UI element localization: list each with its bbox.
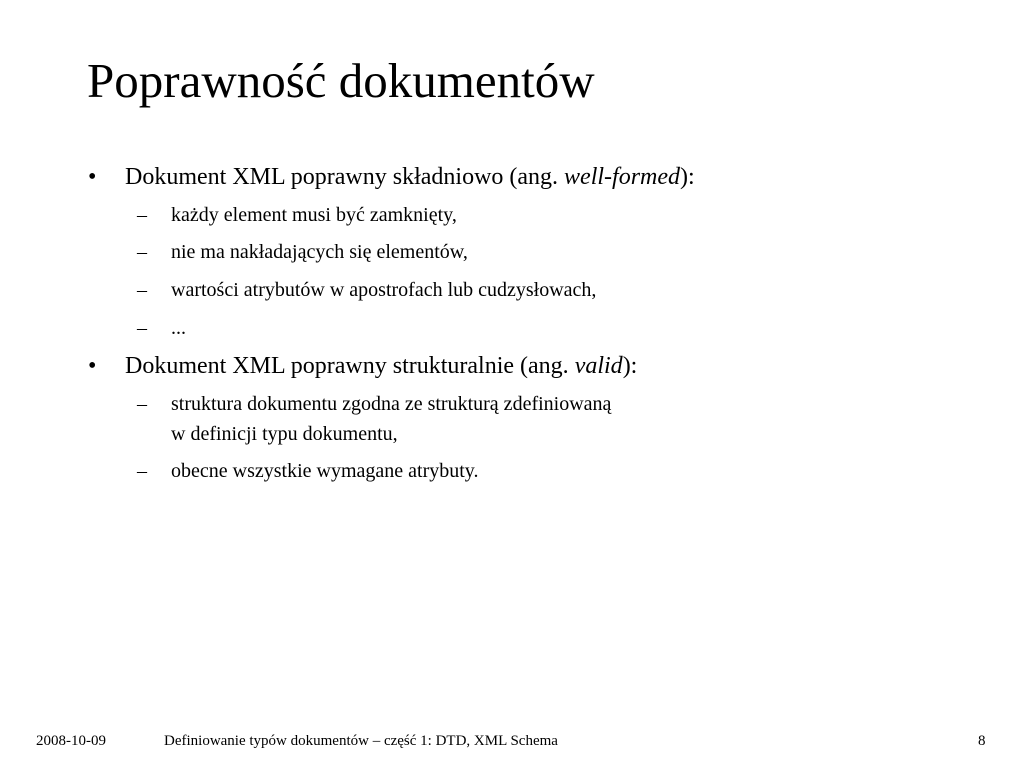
- dash-marker: –: [137, 393, 147, 415]
- bullet-marker: •: [88, 353, 97, 379]
- bullet-text: Dokument XML poprawny strukturalnie (ang. valid):: [125, 353, 638, 379]
- sub-item-text: obecne wszystkie wymagane atrybuty.: [171, 460, 479, 482]
- sub-item-text: każdy element musi być zamknięty,: [171, 204, 457, 226]
- dash-marker: –: [137, 241, 147, 263]
- bullet-text: Dokument XML poprawny składniowo (ang. well-formed):: [125, 164, 695, 190]
- dash-marker: –: [137, 279, 147, 301]
- footer-date: 2008-10-09: [36, 733, 106, 749]
- emphasis-term: well-formed: [564, 164, 681, 190]
- sub-item-text: nie ma nakładających się elementów,: [171, 241, 468, 263]
- sub-item-text: w definicji typu dokumentu,: [171, 423, 398, 445]
- sub-item-text: wartości atrybutów w apostrofach lub cudzysłowach,: [171, 279, 597, 301]
- dash-marker: –: [137, 204, 147, 226]
- bullet-marker: •: [88, 164, 97, 190]
- slide-title: Poprawność dokumentów: [87, 53, 595, 108]
- footer-page-number: 8: [978, 733, 986, 749]
- sub-item-text: ...: [171, 317, 186, 339]
- dash-marker: –: [137, 460, 147, 482]
- emphasis-term: valid: [574, 353, 623, 379]
- dash-marker: –: [137, 317, 147, 339]
- sub-item-text: struktura dokumentu zgodna ze strukturą zdefiniowaną: [171, 393, 612, 415]
- footer-course-title: Definiowanie typów dokumentów – część 1: DTD, XML Schema: [164, 733, 558, 749]
